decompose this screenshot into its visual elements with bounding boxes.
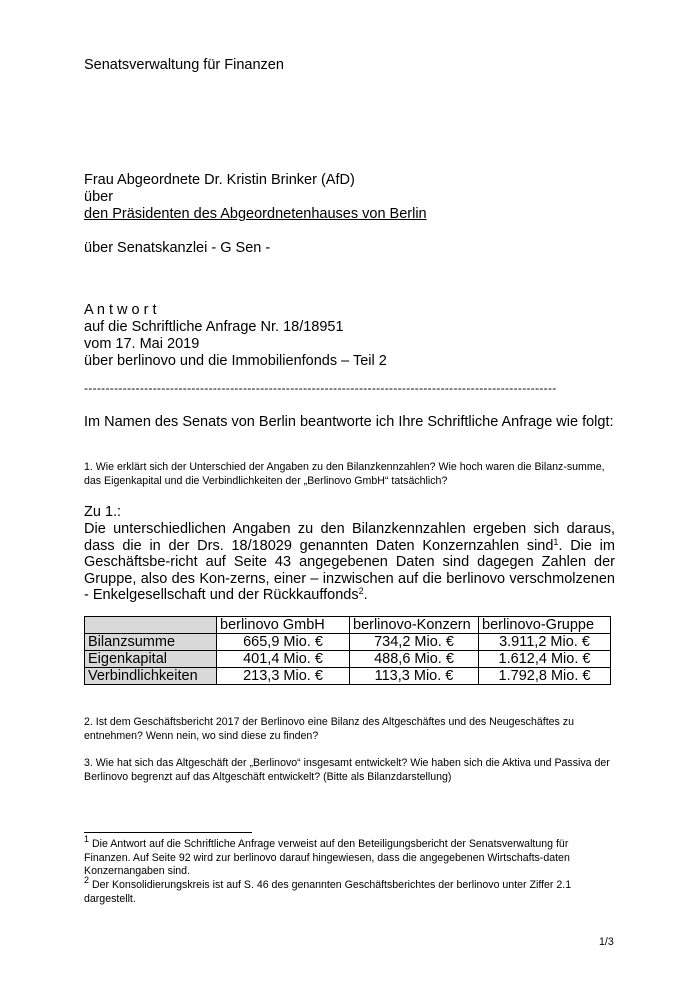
balance-sheet-table xyxy=(84,616,611,685)
table-cell: 665,9 Mio. € xyxy=(217,634,350,651)
footnote-mark: 2 xyxy=(84,875,90,885)
president-line: den Präsidenten des Abgeordnetenhauses von Berlin xyxy=(84,206,427,222)
inquiry-number: auf die Schriftliche Anfrage Nr. 18/18951 xyxy=(84,319,344,335)
footnote-1: $^1$ Die Antwort auf die Schriftliche Anfrage verweist auf den Beteiligungsbericht der Senatsverwaltung für Finanzen. Auf Seite 92 wird zur berlinovo darauf hingewiesen, dass die angegebenen Wirtschafts-daten Konzernangaben sind. xyxy=(84,834,570,877)
footnote-ref-2: 2 xyxy=(358,586,364,597)
footnote-divider xyxy=(84,832,252,833)
inquiry-date: vom 17. Mai 2019 xyxy=(84,336,200,352)
column-header: berlinovo GmbH xyxy=(217,617,350,634)
footnote-2: $^2$ Der Konsolidierungskreis ist auf S. 46 des genannten Geschäftsberichtes der berlinovo unter Ziffer 2.1 dargestellt. xyxy=(84,875,572,905)
page-number: 1/3 xyxy=(599,936,614,948)
table-row xyxy=(85,651,611,668)
recipient-line: Frau Abgeordnete Dr. Kristin Brinker (AfD) xyxy=(84,172,355,188)
table-row xyxy=(85,634,611,651)
question-3: 3. Wie hat sich das Altgeschäft der „Berlinovo“ insgesamt entwickelt? Wie haben sich die Aktiva und Passiva der Berlinovo begrenzt auf das Altgeschäft entwickelt? (Bitte als Bilanzdarstellung) xyxy=(84,757,610,783)
table-row xyxy=(85,668,611,685)
table-cell: 213,3 Mio. € xyxy=(217,668,350,685)
table-cell: 734,2 Mio. € xyxy=(350,634,479,651)
column-header: berlinovo-Gruppe xyxy=(479,617,611,634)
table-cell: 1.612,4 Mio. € xyxy=(479,651,611,668)
via-line: über xyxy=(84,189,114,205)
table-cell: 1.792,8 Mio. € xyxy=(479,668,611,685)
table-cell: 488,6 Mio. € xyxy=(350,651,479,668)
table-cell: 113,3 Mio. € xyxy=(350,668,479,685)
question-2: 2. Ist dem Geschäftsbericht 2017 der Berlinovo eine Bilanz des Altgeschäftes und des Neugeschäftes zu entnehmen? Wenn nein, wo sind diese zu finden? xyxy=(84,716,574,742)
table-cell: 401,4 Mio. € xyxy=(217,651,350,668)
row-label: Verbindlichkeiten xyxy=(85,668,217,685)
table-corner-cell xyxy=(85,617,217,634)
intro-sentence: Im Namen des Senats von Berlin beantworte ich Ihre Schriftliche Anfrage wie folgt: xyxy=(84,414,614,430)
row-label: Eigenkapital xyxy=(85,651,217,668)
row-label: Bilanzsumme xyxy=(85,634,217,651)
sender-header: Senatsverwaltung für Finanzen xyxy=(84,57,284,73)
separator-line: -------------------------------------------------------------------------------------------------------------- xyxy=(84,381,557,395)
footnote-ref-1: 1 xyxy=(553,536,559,547)
footnote-mark: 1 xyxy=(84,834,90,844)
inquiry-subject: über berlinovo und die Immobilienfonds – Teil 2 xyxy=(84,353,387,369)
senate-chancellery-line: über Senatskanzlei - G Sen - xyxy=(84,240,271,256)
question-1: 1. Wie erklärt sich der Unterschied der Angaben zu den Bilanzkennzahlen? Wie hoch waren die Bilanz-summe, das Eigenkapital und die Verbindlichkeiten der „Berlinovo GmbH“ tatsächlich? xyxy=(84,461,605,487)
answer-1-text: Die unterschiedlichen Angaben zu den Bilanzkennzahlen ergeben sich daraus, dass die in der Drs. 18/18029 genannten Daten Konzernzahlen sind$^1$. Die im Geschäftsbe-richt auf Seite 43 angegebenen Daten sind dagegen Zahlen der Gruppe, also des Kon-zerns, einer – inzwischen auf die berlinovo verschmolzenen - Enkelgesellschaft und der Rückkauffonds$^2$. xyxy=(84,521,615,604)
answer-title: A n t w o r t xyxy=(84,302,157,318)
table-header-row xyxy=(85,617,611,634)
table-cell: 3.911,2 Mio. € xyxy=(479,634,611,651)
answer-1-heading: Zu 1.: xyxy=(84,504,122,520)
column-header: berlinovo-Konzern xyxy=(350,617,479,634)
